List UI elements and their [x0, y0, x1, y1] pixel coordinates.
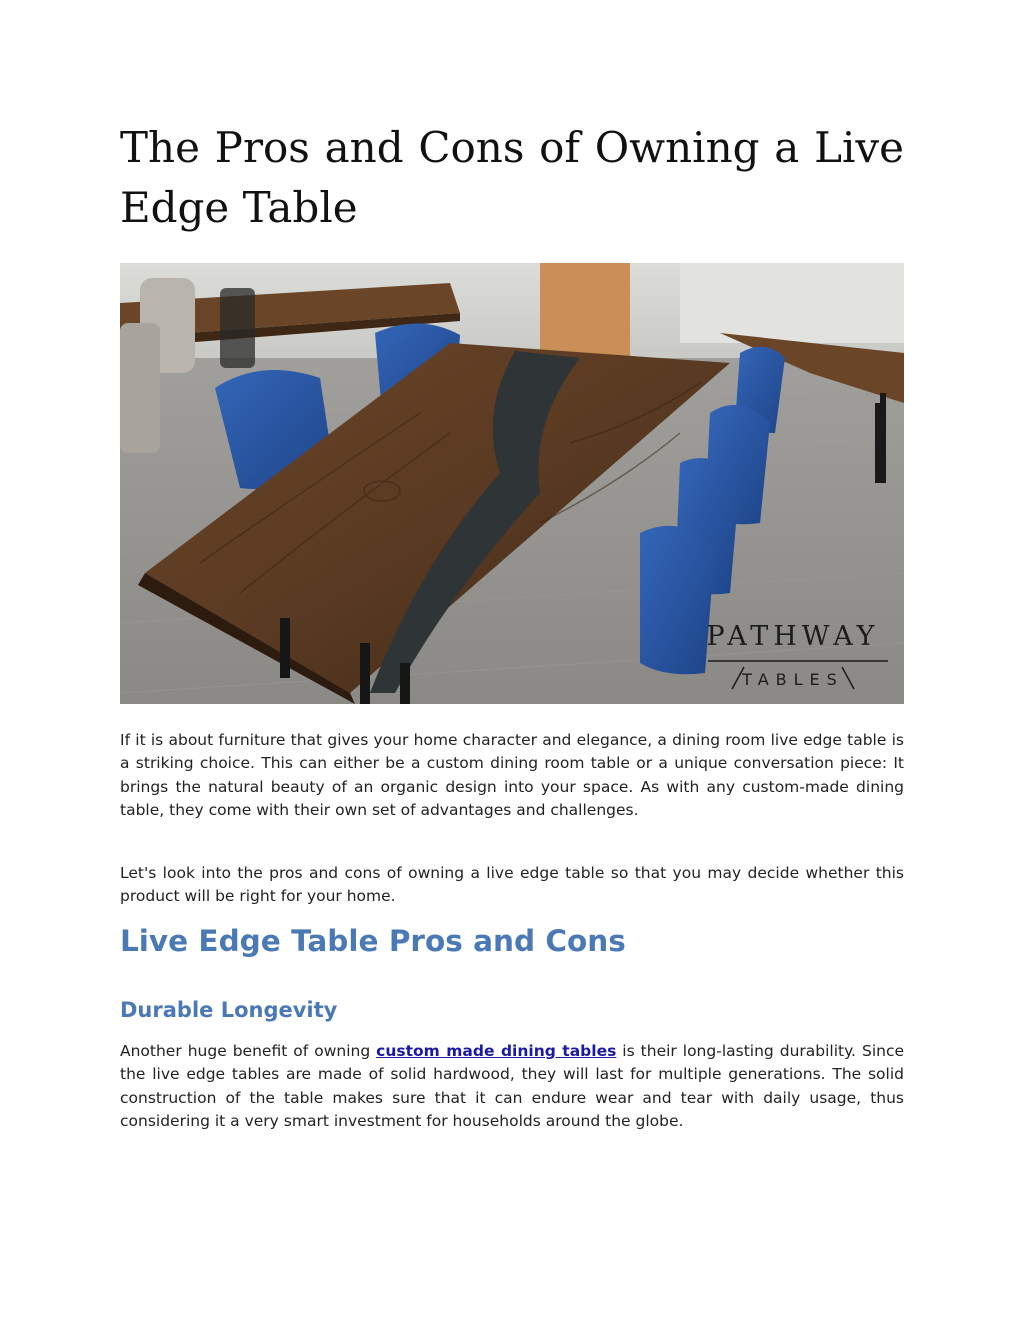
second-paragraph: Let's look into the pros and cons of owning a live edge table so that you may decide whether this product will be right for your home. [120, 864, 904, 906]
subsection-heading: Durable Longevity [120, 998, 338, 1022]
intro-paragraph: If it is about furniture that gives your home character and elegance, a dining room live edge table is a striking choice. This can either be a custom dining room table or a unique conversation piece: It brings the natural beauty of an organic design into your space. As with any custom-made dining table, they come with their own set of advantages and challenges. [120, 731, 904, 820]
brand-sub-text: TABLES [742, 670, 844, 689]
custom-dining-tables-link[interactable]: custom made dining tables [376, 1042, 617, 1060]
page-title: The Pros and Cons of Owning a Live Edge Table [120, 123, 904, 232]
hero-image [120, 263, 904, 704]
live-edge-table-illustration [120, 263, 904, 704]
longevity-text-before: Another huge benefit of owning [120, 1042, 377, 1060]
longevity-paragraph [120, 1040, 904, 1134]
section-heading: Live Edge Table Pros and Cons [120, 924, 626, 958]
longevity-text-after: is their long-lasting durability. Since the live edge tables are made of solid hardwood, they will last for multiple generations. The solid construction of the table makes sure that it can endure wear and tear with daily usage, thus considering it a very smart investment for households around the globe. [120, 1042, 905, 1131]
brand-main-text: PATHWAY [706, 621, 880, 652]
